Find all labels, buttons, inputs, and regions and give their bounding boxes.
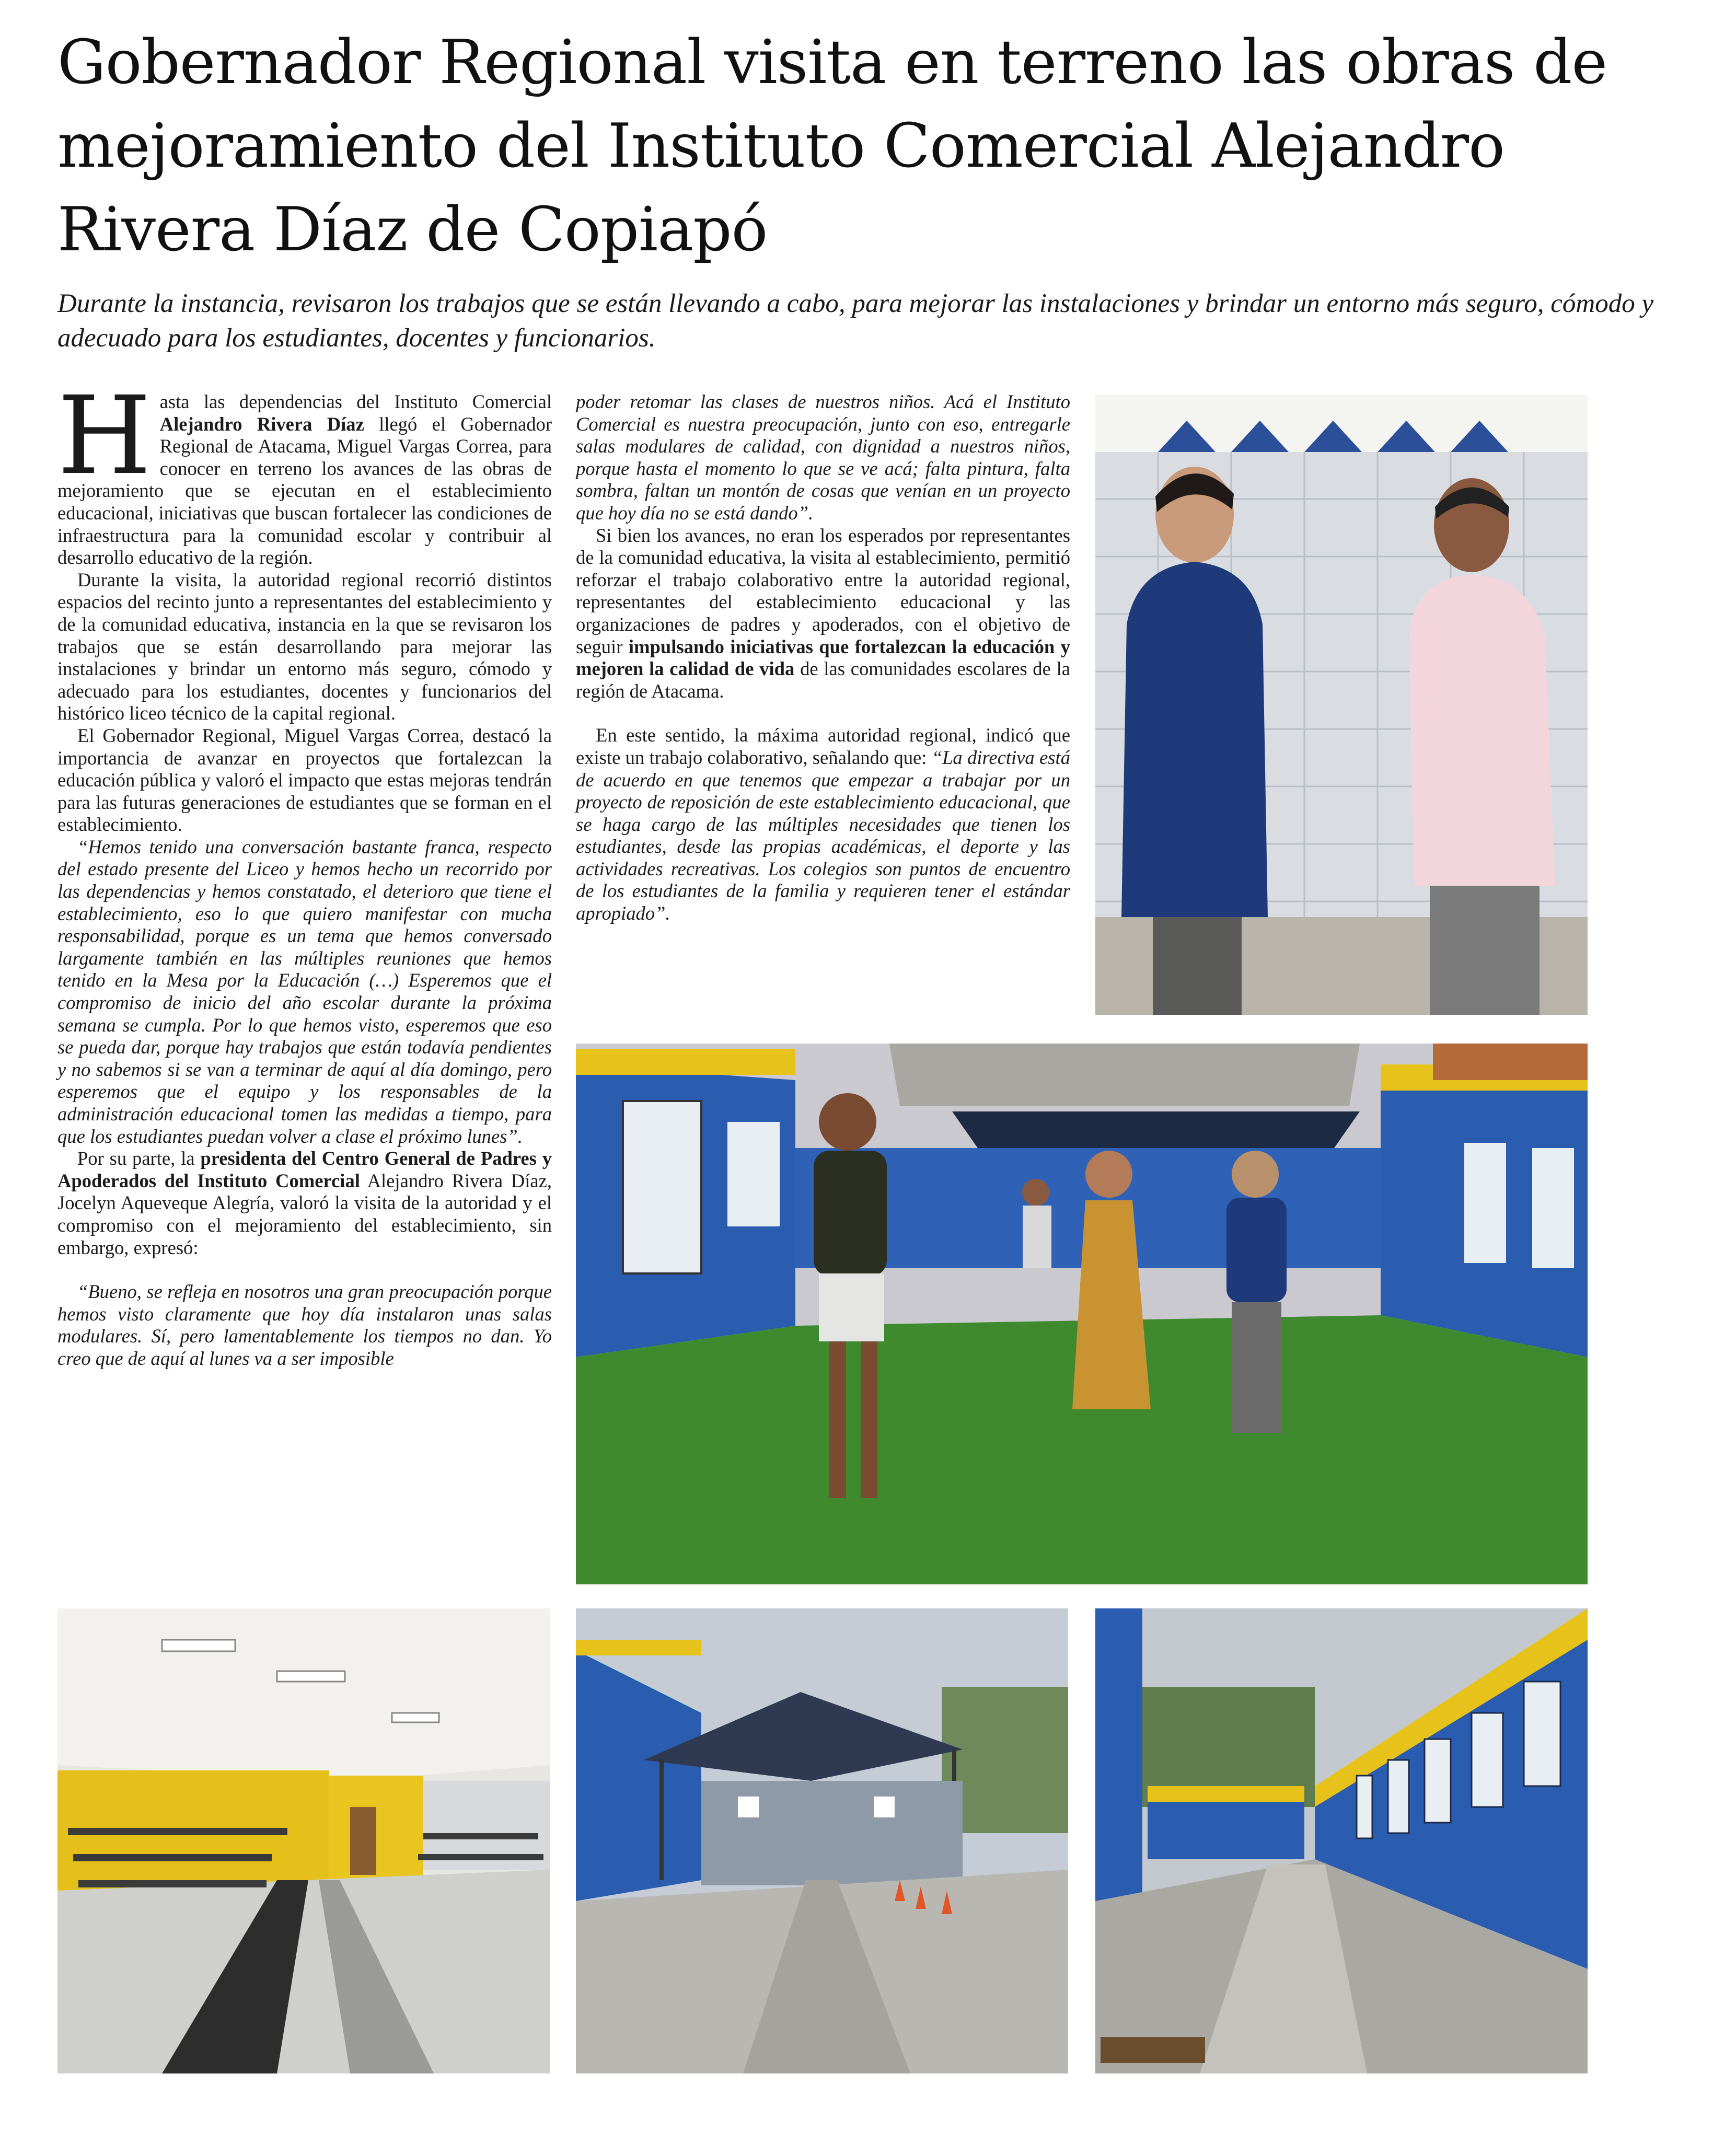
paragraph-1 bbox=[57, 373, 552, 569]
quote-president-end: poder retomar las clases de nuestros niños. Acá el Instituto Comercial es nuestra preocupación, junto con eso, entregarle salas modulares de calidad, con dignidad a nuestros niños, porque hasta el momento lo que se ve acá; falta pintura, falta sombra, faltan un montón de cosas que venían en un proyecto que hoy día no se está dando”. bbox=[576, 391, 1070, 524]
photo-modular-corridor bbox=[1095, 1608, 1588, 2073]
paragraph-text: En este sentido, la máxima autoridad regional, indicó que existe un trabajo colaborativo, señalando que: bbox=[576, 724, 1070, 768]
lead-paragraph: Durante la instancia, revisaron los trabajos que se están llevando a cabo, para mejorar las instalaciones y brindar un entorno más seguro, cómodo y adecuado para los estudiantes, docentes y funcionarios. bbox=[57, 289, 1654, 353]
photo-icon bbox=[1095, 1608, 1588, 2073]
quote-directive: “La directiva está de acuerdo en que tenemos que empezar a trabajar por un proyecto de reposición de este establecimiento educacional, que se haga cargo de las múltiples necesidades que tienen los estudiantes, desde las propias académicas, el deporte y las actividades recreativas. Los colegios son puntos de encuentro de los estudiantes de la familia y requieren tener el estándar apropiado”. bbox=[576, 746, 1070, 924]
bold-text: presidenta del Centro General de Padres y Apoderados del Instituto Comercial bbox=[57, 1148, 552, 1191]
paragraph-text: llegó el Gobernador Regional de Atacama, Miguel Vargas Correa, para conocer en terreno los avances de las obras de mejoramiento que se ejecutan en el establecimiento educacional, iniciativas que buscan fortalecer las condiciones de infraestructura para la comunidad escolar y contribuir al desarrollo educativo de la región. bbox=[57, 413, 552, 569]
paragraph-5 bbox=[576, 525, 1070, 703]
drop-cap: H bbox=[57, 373, 152, 499]
photo-icon bbox=[576, 1044, 1588, 1584]
paragraph-text: Por su parte, la bbox=[77, 1148, 201, 1169]
photo-icon bbox=[57, 1608, 550, 2073]
paragraph-6 bbox=[576, 724, 1070, 924]
photo-icon bbox=[1095, 395, 1588, 1015]
bold-text: Alejandro Rivera Díaz bbox=[159, 413, 364, 435]
paragraph-2: Durante la visita, la autoridad regional recorrió distintos espacios del recinto junto a representantes del establecimiento y de la comunidad educativa, instancia en la que se revisaron los trabajos que se están desarrollando para mejorar las instalaciones y brindar un entorno más seguro, cómodo y adecuado para los estudiantes, docentes y funcionarios del histórico liceo técnico de la capital regional. bbox=[57, 569, 552, 724]
paragraph-text: de las comunidades escolares de la región de Atacama. bbox=[576, 658, 1070, 702]
paragraph-3: El Gobernador Regional, Miguel Vargas Correa, destacó la importancia de avanzar en proyectos que fortalezcan la educación pública y valoró el impacto que estas mejoras tendrán para las futuras generaciones de estudiantes que se forman en el establecimiento. bbox=[57, 724, 552, 836]
photo-officials-talking bbox=[1095, 395, 1588, 1015]
article-column-1 bbox=[57, 373, 552, 1370]
photo-covered-court bbox=[576, 1608, 1068, 2073]
photo-modular-courtyard bbox=[576, 1044, 1588, 1584]
paragraph-text: Alejandro Rivera Díaz, Jocelyn Aqueveque Alegría, valoró la visita de la autoridad y el compromiso con el mejoramiento del establecimiento, sin embargo, expresó: bbox=[57, 1169, 552, 1258]
paragraph-text: Si bien los avances, no eran los esperados por representantes de la comunidad educativa, la visita al establecimiento, permitió reforzar el trabajo colaborativo entre la autoridad regional, representantes del establecimiento educacional y las organizaciones de padres y apoderados, con el objetivo de seguir bbox=[576, 524, 1070, 657]
headline: Gobernador Regional visita en terreno las obras de mejoramiento del Instituto Comercial Alejandro Rivera Díaz de Copiapó bbox=[57, 27, 1607, 265]
bold-text: impulsando iniciativas que fortalezcan la educación y mejoren la calidad de vida bbox=[576, 635, 1071, 680]
paragraph-text: asta las dependencias del Instituto Comercial bbox=[159, 391, 552, 412]
quote-governor: “Hemos tenido una conversación bastante franca, respecto del estado presente del Liceo y hemos hecho un recorrido por las dependencias y hemos constatado, el deterioro que tiene el establecimiento, eso lo que quiero manifestar con mucha responsabilidad, porque es un tema que hemos conversado largamente también en las múltiples reuniones que hemos tenido en la Mesa por la Educación (…) Esperemos que el compromiso de inicio del año escolar durante la próxima semana se cumpla. Por lo que hemos visto, esperemos que eso se pueda dar, porque hay trabajos que están todavía pendientes y no sabemos si se van a terminar de aquí al día domingo, pero esperemos que el equipo y los responsables de la administración educacional tomen las medidas a tiempo, para que los estudiantes puedan volver a clase el próximo lunes”. bbox=[57, 836, 552, 1147]
photo-icon bbox=[576, 1608, 1068, 2073]
article-column-2 bbox=[576, 391, 1070, 925]
paragraph-4 bbox=[57, 1148, 552, 1259]
photo-classroom-interior bbox=[57, 1608, 550, 2073]
quote-president-start: “Bueno, se refleja en nosotros una gran preocupación porque hemos visto claramente que hoy día instalaron unas salas modulares. Sí, pero lamentablemente los tiempos no dan. Yo creo que de aquí al lunes va a ser imposible bbox=[57, 1281, 552, 1369]
